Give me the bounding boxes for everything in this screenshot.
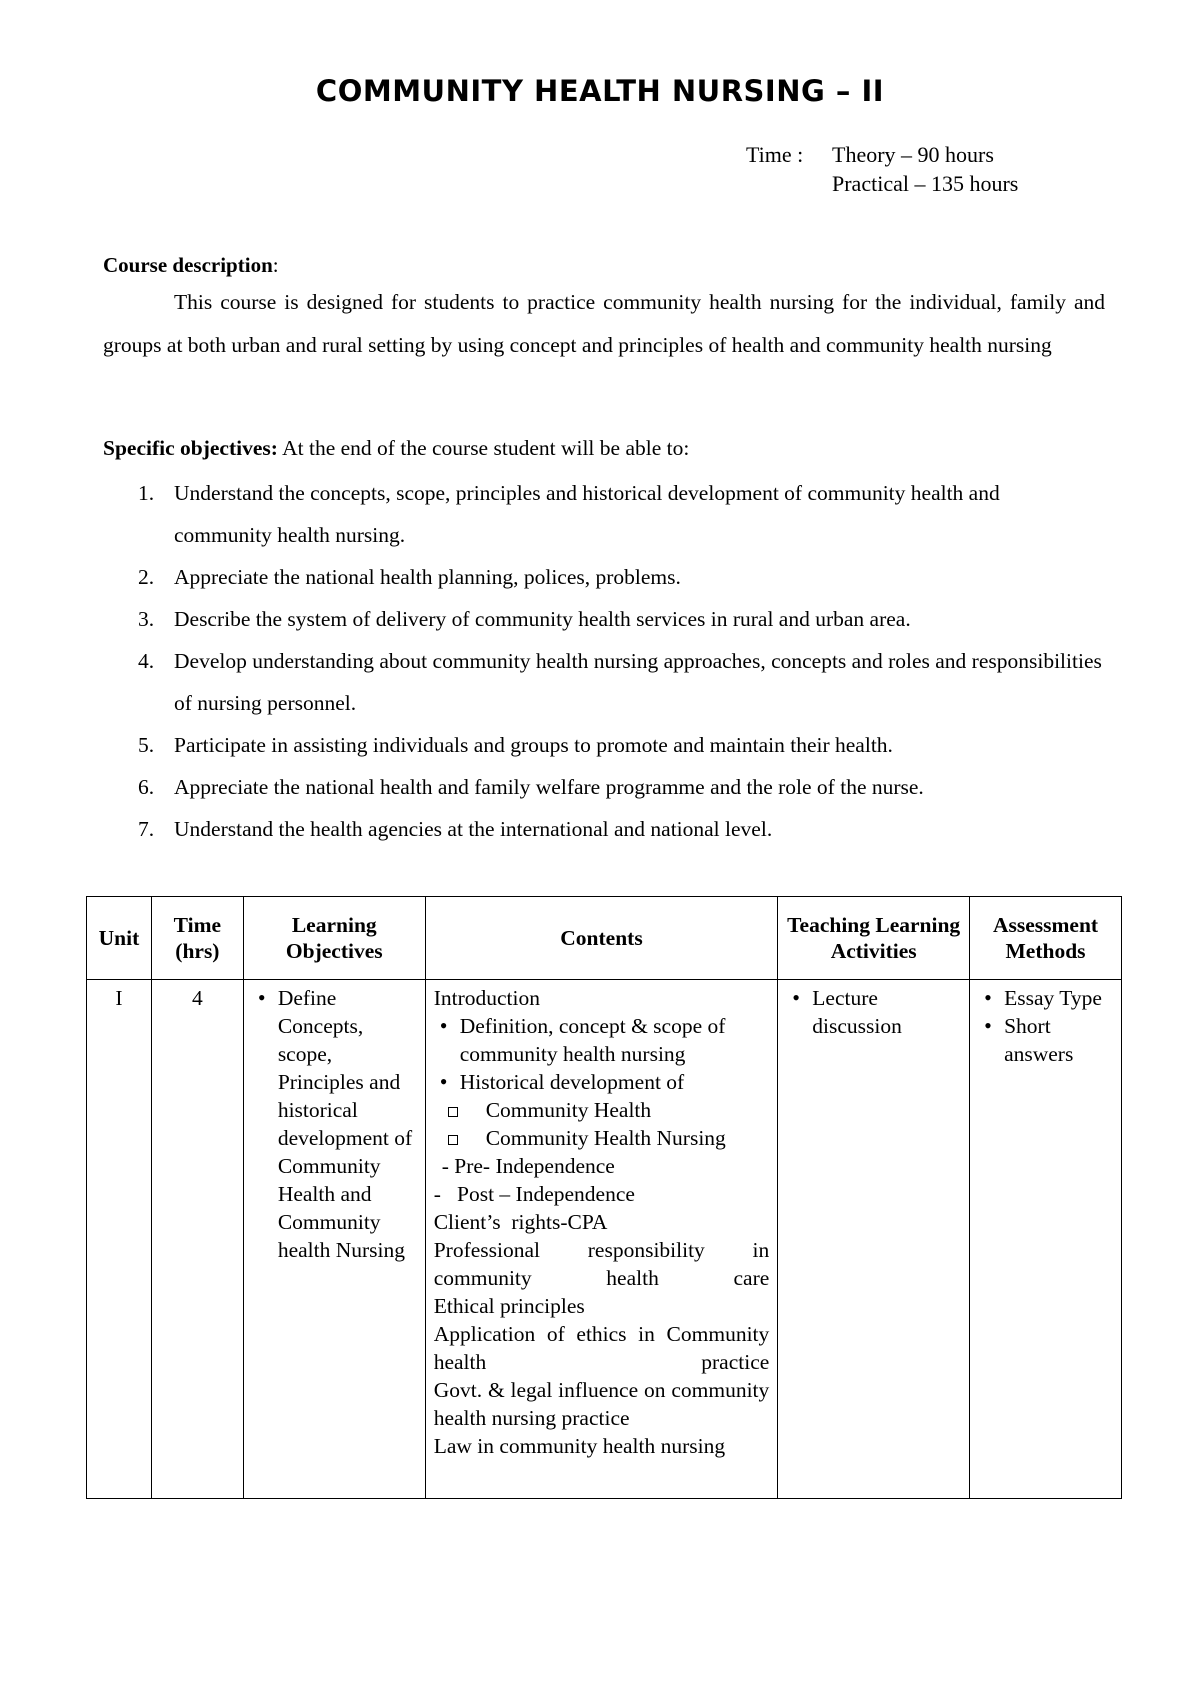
page-title: COMMUNITY HEALTH NURSING – II <box>315 74 885 108</box>
specific-objectives-title: Specific objectives: <box>103 436 278 460</box>
list-item-text: Participate in assisting individuals and groups to promote and maintain their health. <box>174 733 893 757</box>
list-item-number: 5. <box>138 733 155 757</box>
contents-intro: Introduction <box>433 986 541 1010</box>
header-assessment-methods: Assessment Methods <box>970 897 1122 980</box>
list-item <box>103 472 1103 556</box>
contents-line: Professional responsibility in community health care <box>433 1238 770 1290</box>
header-learning-objectives: Learning Objectives <box>243 897 425 980</box>
list-item-text: Appreciate the national health and family welfare programme and the role of the nurse. <box>174 775 924 799</box>
contents-sub-item: Community Health Nursing <box>434 1124 770 1152</box>
course-description-text <box>103 281 1105 367</box>
time-theory-line <box>746 140 1018 169</box>
header-time: Time (hrs) <box>151 897 243 980</box>
contents-bullet: • Definition, concept & scope of community health nursing <box>434 1012 770 1068</box>
time-allocation <box>746 140 1018 198</box>
cell-contents <box>425 980 778 1499</box>
cell-learning-objectives <box>243 980 425 1499</box>
list-item-number: 6. <box>138 775 155 799</box>
contents-dash-item: - Post – Independence <box>433 1182 635 1206</box>
contents-dash-item: - Pre- Independence <box>441 1154 615 1178</box>
cell-assessment-methods <box>970 980 1122 1499</box>
course-description-title: Course description <box>103 253 273 277</box>
specific-objectives-intro: At the end of the course student will be able to: <box>277 436 690 460</box>
list-item <box>103 808 1103 850</box>
table-header-row <box>87 897 1122 980</box>
list-item-number: 2. <box>138 565 155 589</box>
list-item-number: 3. <box>138 607 155 631</box>
contents-line: Law in community health nursing <box>433 1434 726 1458</box>
list-item-text: Understand the concepts, scope, principles and historical development of community health and community health nursing. <box>174 481 1000 547</box>
course-description-colon: : <box>272 253 279 277</box>
contents-sub-item: Community Health <box>434 1096 770 1124</box>
cell-time: 4 <box>151 980 243 1499</box>
list-item <box>103 724 1103 766</box>
time-theory: Theory – 90 hours <box>832 142 994 167</box>
list-item-text: Understand the health agencies at the international and national level. <box>174 817 773 841</box>
list-item-text: Develop understanding about community health nursing approaches, concepts and roles and responsibilities of nursing personnel. <box>174 649 1102 715</box>
time-label: Time : <box>746 142 804 167</box>
list-item <box>103 640 1103 724</box>
contents-bullet: • Historical development of <box>434 1068 770 1096</box>
header-contents: Contents <box>425 897 778 980</box>
cell-unit: I <box>87 980 152 1499</box>
contents-line: Govt. & legal influence on community health nursing practice <box>433 1378 770 1430</box>
contents-line: Application of ethics in Community health practice <box>433 1322 770 1374</box>
list-item-text: Appreciate the national health planning, polices, problems. <box>174 565 681 589</box>
time-practical: Practical – 135 hours <box>832 171 1019 196</box>
list-item <box>103 556 1103 598</box>
table-row <box>87 980 1122 1499</box>
header-unit: Unit <box>87 897 152 980</box>
syllabus-table <box>86 896 1122 1499</box>
assessment-bullet: • Short answers <box>978 1012 1113 1068</box>
list-item <box>103 766 1103 808</box>
course-description-body: This course is designed for students to practice community health nursing for the individual, family and groups at both urban and rural setting by using concept and principles of health and community health nursing <box>103 290 1105 357</box>
list-item-text: Describe the system of delivery of community health services in rural and urban area. <box>174 607 911 631</box>
objectives-list <box>103 472 1103 850</box>
cell-teaching-activities <box>778 980 970 1499</box>
contents-line: Client’s rights-CPA <box>433 1210 608 1234</box>
assessment-bullet: • Essay Type <box>978 984 1113 1012</box>
specific-objectives-heading <box>103 436 689 461</box>
objective-bullet: • Define Concepts, scope, Principles and historical development of Community Health and Community health Nursing <box>252 984 417 1264</box>
list-item-number: 4. <box>138 649 155 673</box>
list-item-number: 1. <box>138 481 155 505</box>
list-item-number: 7. <box>138 817 155 841</box>
activity-bullet: • Lecture discussion <box>786 984 961 1040</box>
header-teaching-activities: Teaching Learning Activities <box>778 897 970 980</box>
course-description-heading <box>103 253 279 278</box>
list-item <box>103 598 1103 640</box>
contents-line: Ethical principles <box>433 1294 585 1318</box>
